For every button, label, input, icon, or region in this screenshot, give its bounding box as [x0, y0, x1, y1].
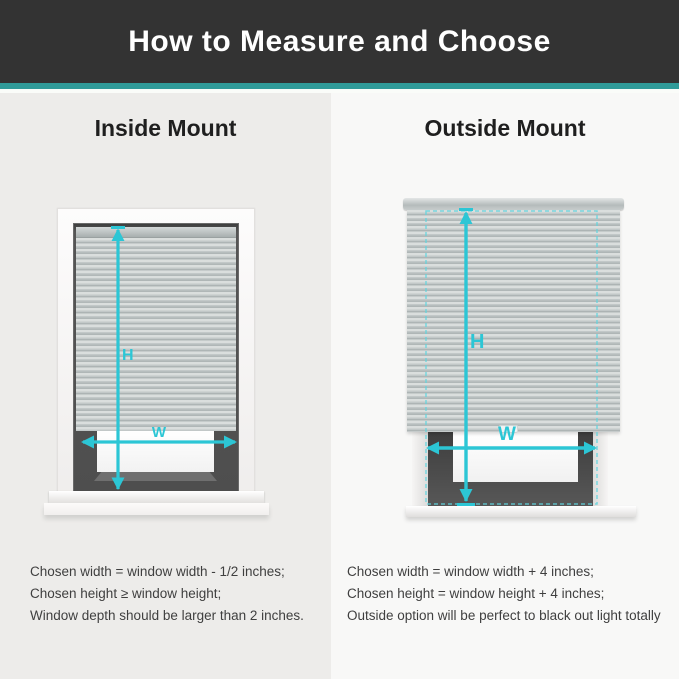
- note-line: Chosen width = window width + 4 inches;: [347, 564, 594, 579]
- window-sill: [49, 491, 264, 503]
- inside-mount-heading: Inside Mount: [94, 115, 237, 141]
- note-line: Outside option will be perfect to black out light totally: [347, 608, 661, 623]
- shade-slats: [76, 238, 236, 431]
- shade-headrail: [76, 227, 236, 238]
- height-label: H: [470, 331, 485, 353]
- page-title: How to Measure and Choose: [128, 25, 551, 58]
- inside-mount-notes: [30, 561, 330, 627]
- cellular-shade: [76, 227, 236, 431]
- cellular-shade: [407, 210, 620, 432]
- inner-sill-shadow: [94, 472, 217, 481]
- window-pane: [97, 431, 214, 472]
- note-line: Window depth should be larger than 2 inches.: [30, 608, 304, 623]
- note-line: Chosen height ≥ window height;: [30, 586, 222, 601]
- header-bar: [0, 0, 679, 83]
- shade-headrail: [403, 198, 624, 210]
- window-pane: [453, 432, 578, 482]
- width-label: W: [498, 424, 516, 445]
- width-label: W: [151, 424, 167, 441]
- window-sill-apron: [44, 503, 269, 515]
- window-sill: [406, 506, 636, 517]
- shade-pull-tab: [499, 425, 518, 433]
- outside-mount-notes: [347, 561, 677, 627]
- note-line: Chosen width = window width - 1/2 inches;: [30, 564, 285, 579]
- outside-mount-heading: Outside Mount: [424, 115, 586, 141]
- note-line: Chosen height = window height + 4 inches;: [347, 586, 605, 601]
- height-label: H: [122, 347, 134, 364]
- window-frame-left: [412, 432, 428, 508]
- window-frame-right: [593, 432, 608, 508]
